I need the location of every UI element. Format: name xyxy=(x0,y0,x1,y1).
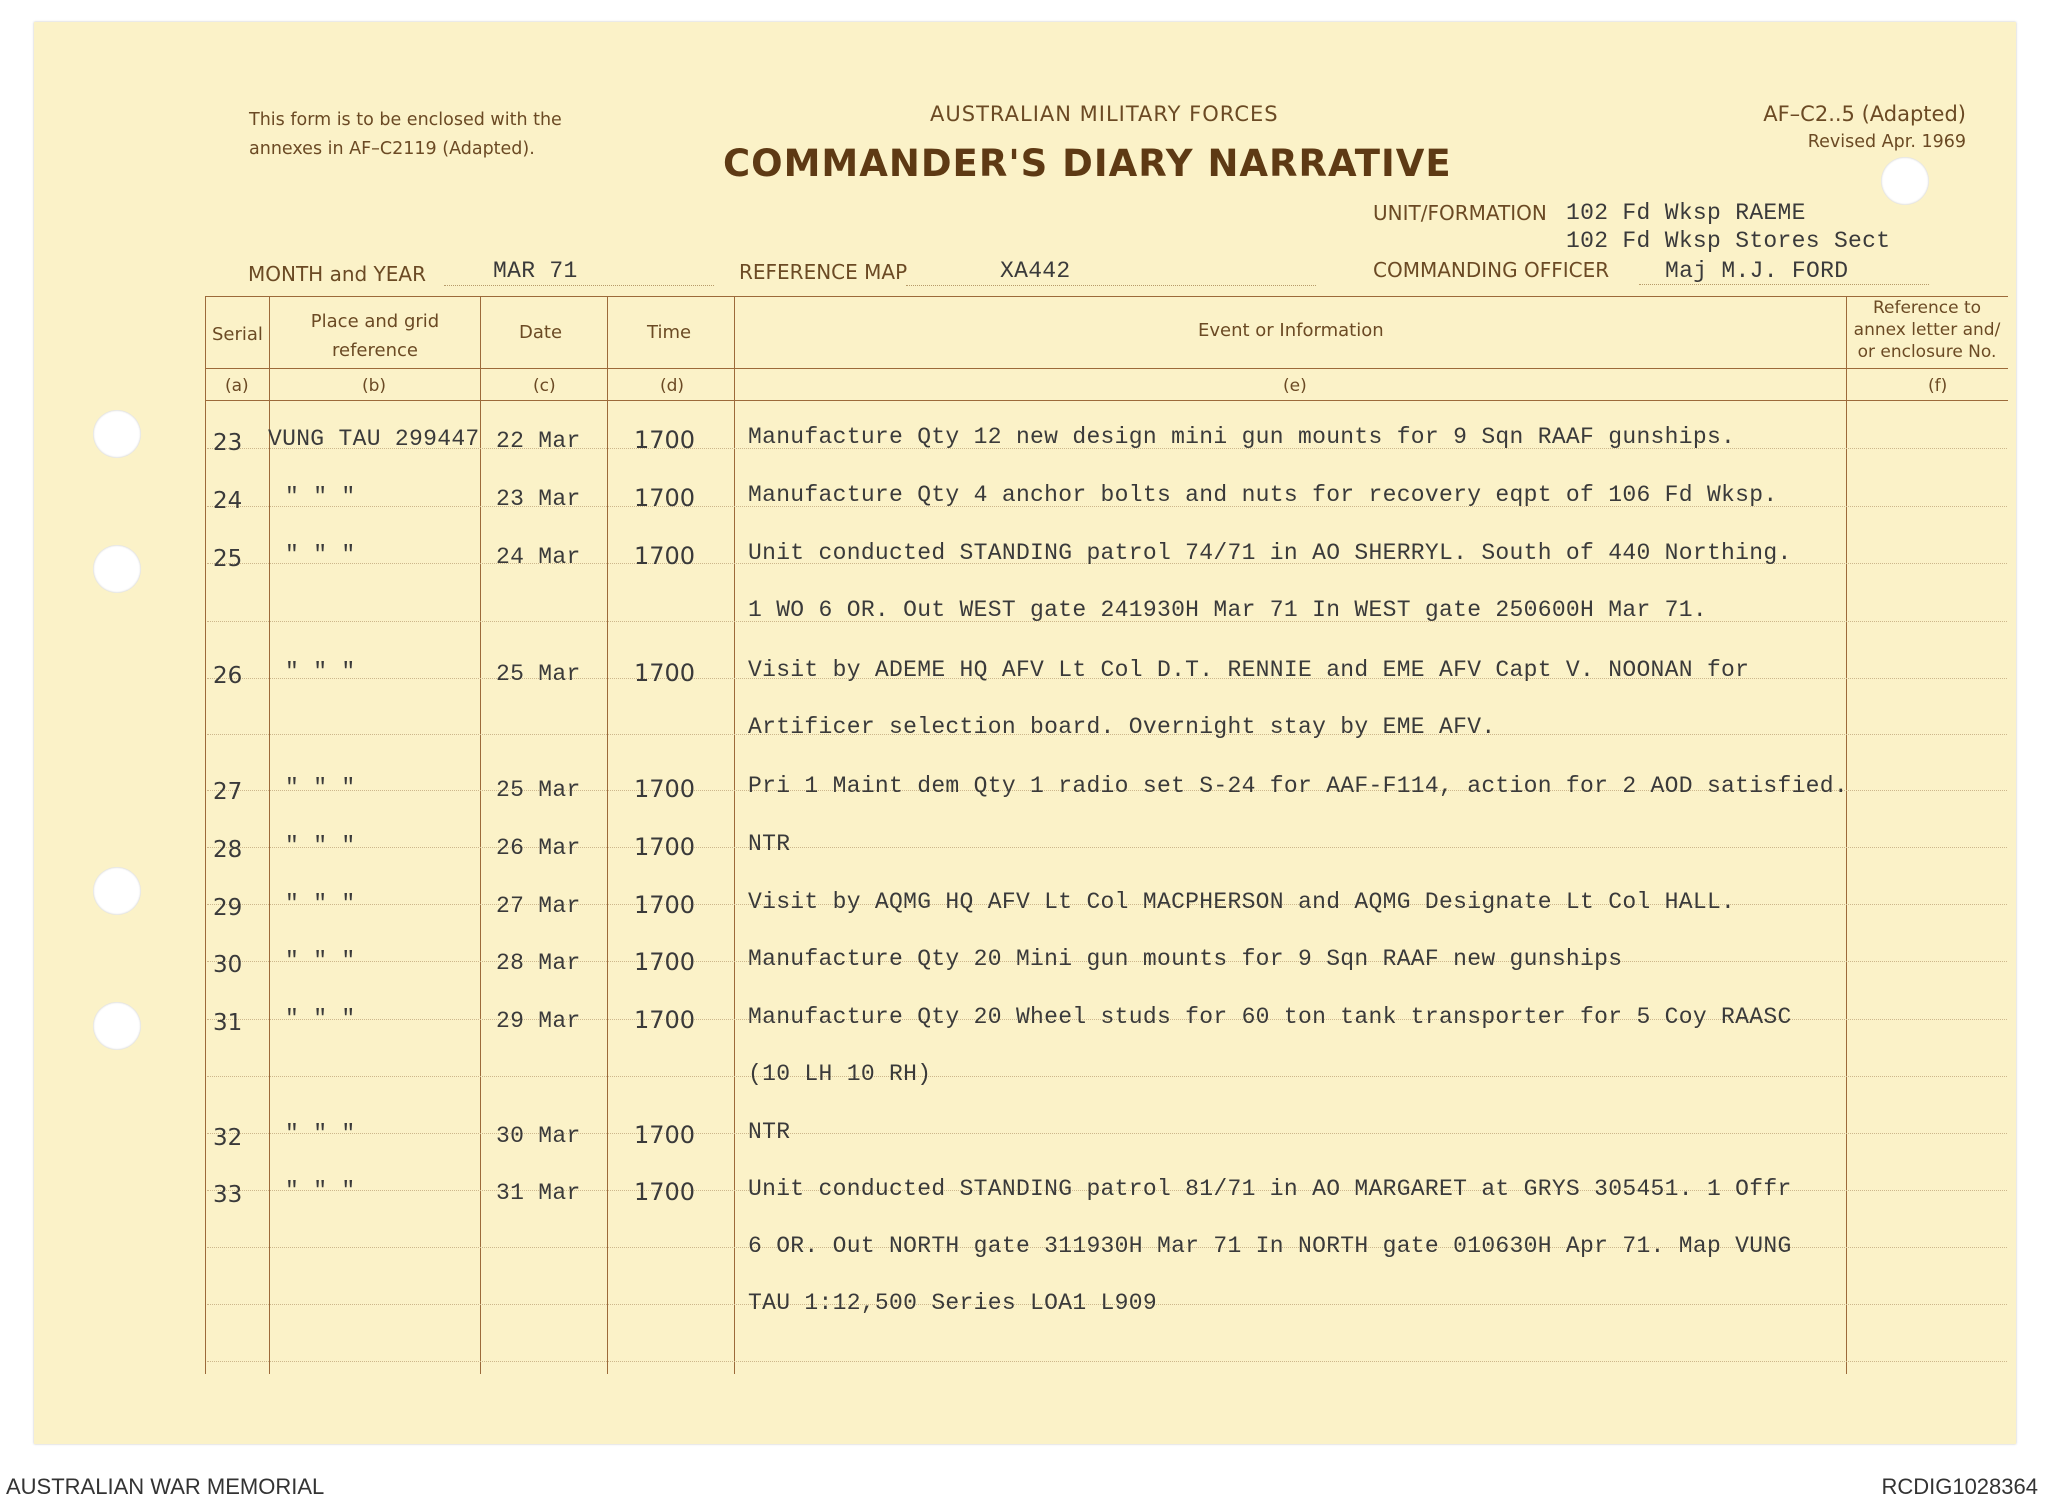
header-ref-line: Reference to xyxy=(1872,298,1982,318)
header-ref xyxy=(1852,297,2002,363)
event-line: Unit conducted STANDING patrol 74/71 in AO SHERRYL. South of 440 Northing. xyxy=(748,540,1792,566)
subheader: (e) xyxy=(1283,376,1307,396)
row-rule xyxy=(207,1076,2007,1077)
header-ref-line: annex letter and/ xyxy=(1853,320,2001,340)
header-place xyxy=(280,307,470,365)
event-line: Manufacture Qty 4 anchor bolts and nuts for recovery eqpt of 106 Fd Wksp. xyxy=(748,482,1778,508)
header-time: Time xyxy=(647,322,692,343)
date-cell: 26 Mar xyxy=(496,835,581,861)
place-cell: " " " xyxy=(285,1121,356,1147)
event-line: Unit conducted STANDING patrol 81/71 in AO MARGARET at GRYS 305451. 1 Offr xyxy=(748,1176,1792,1202)
date-cell: 28 Mar xyxy=(496,950,581,976)
revised-date: Revised Apr. 1969 xyxy=(1807,132,1966,152)
form-code: AF–C2..5 (Adapted) xyxy=(1763,102,1966,126)
month-value: MAR 71 xyxy=(493,258,578,284)
time-cell: 1700 xyxy=(634,833,696,861)
time-cell: 1700 xyxy=(634,948,696,976)
time-cell: 1700 xyxy=(634,1178,696,1206)
event-line: Manufacture Qty 20 Wheel studs for 60 ton tank transporter for 5 Coy RAASC xyxy=(748,1004,1792,1030)
date-cell: 22 Mar xyxy=(496,428,581,454)
time-cell: 1700 xyxy=(634,542,696,570)
date-cell: 25 Mar xyxy=(496,777,581,803)
serial-cell: 32 xyxy=(213,1125,243,1151)
time-cell: 1700 xyxy=(634,426,696,454)
row-rule xyxy=(207,847,2007,848)
event-line: Manufacture Qty 20 Mini gun mounts for 9 Sqn RAAF new gunships xyxy=(748,946,1623,972)
time-cell: 1700 xyxy=(634,1121,696,1149)
place-cell: " " " xyxy=(285,484,356,510)
place-cell: " " " xyxy=(285,833,356,859)
header-serial: Serial xyxy=(212,324,263,345)
header-place-line: Place and grid xyxy=(310,311,440,332)
date-cell: 27 Mar xyxy=(496,893,581,919)
map-label: REFERENCE MAP xyxy=(739,260,908,284)
column-line xyxy=(607,296,608,1374)
column-line xyxy=(205,296,206,1374)
co-value: Maj M.J. FORD xyxy=(1665,258,1849,284)
event-line: Visit by AQMG HQ AFV Lt Col MACPHERSON and AQMG Designate Lt Col HALL. xyxy=(748,889,1736,915)
event-line: TAU 1:12,500 Series LOA1 L909 xyxy=(748,1290,1157,1316)
subheader-bottom-border xyxy=(205,400,2008,401)
event-line: 1 WO 6 OR. Out WEST gate 241930H Mar 71 In WEST gate 250600H Mar 71. xyxy=(748,597,1707,623)
event-line: NTR xyxy=(748,831,791,857)
serial-cell: 23 xyxy=(213,430,243,456)
serial-cell: 33 xyxy=(213,1182,243,1208)
unit-label: UNIT/FORMATION xyxy=(1373,201,1547,225)
unit-value-2: 102 Fd Wksp Stores Sect xyxy=(1566,228,1891,254)
table-top-border xyxy=(205,296,2008,297)
header-ref-line: or enclosure No. xyxy=(1857,342,1997,362)
enclosure-note-line: This form is to be enclosed with the xyxy=(249,110,562,130)
serial-cell: 29 xyxy=(213,895,243,921)
place-cell: " " " xyxy=(285,948,356,974)
subheader: (b) xyxy=(362,376,387,396)
time-cell: 1700 xyxy=(634,775,696,803)
place-cell: VUNG TAU 299447 xyxy=(268,426,480,452)
serial-cell: 28 xyxy=(213,837,243,863)
date-cell: 25 Mar xyxy=(496,661,581,687)
event-line: Artificer selection board. Overnight stay by EME AFV. xyxy=(748,714,1496,740)
event-line: 6 OR. Out NORTH gate 311930H Mar 71 In NORTH gate 010630H Apr 71. Map VUNG xyxy=(748,1233,1792,1259)
org-name: AUSTRALIAN MILITARY FORCES xyxy=(930,102,1279,126)
subheader: (f) xyxy=(1928,376,1948,396)
time-cell: 1700 xyxy=(634,891,696,919)
serial-cell: 24 xyxy=(213,488,243,514)
serial-cell: 30 xyxy=(213,952,243,978)
header-event: Event or Information xyxy=(1198,320,1384,341)
unit-value: 102 Fd Wksp RAEME xyxy=(1566,200,1806,226)
place-cell: " " " xyxy=(285,1178,356,1204)
date-cell: 30 Mar xyxy=(496,1123,581,1149)
subheader: (a) xyxy=(225,376,249,396)
place-cell: " " " xyxy=(285,659,356,685)
place-cell: " " " xyxy=(285,1006,356,1032)
serial-cell: 26 xyxy=(213,663,243,689)
serial-cell: 31 xyxy=(213,1010,243,1036)
map-value: XA442 xyxy=(1000,258,1071,284)
event-line: Pri 1 Maint dem Qty 1 radio set S-24 for AAF-F114, action for 2 AOD satisfied. xyxy=(748,773,1848,799)
event-line: (10 LH 10 RH) xyxy=(748,1061,932,1087)
month-label: MONTH and YEAR xyxy=(248,262,426,286)
enclosure-note-line: annexes in AF–C2119 (Adapted). xyxy=(249,139,535,159)
time-cell: 1700 xyxy=(634,659,696,687)
header-date: Date xyxy=(519,322,563,343)
column-line xyxy=(269,296,270,1374)
subheader: (c) xyxy=(533,376,556,396)
event-line: Visit by ADEME HQ AFV Lt Col D.T. RENNIE and EME AFV Capt V. NOONAN for xyxy=(748,657,1750,683)
event-line: Manufacture Qty 12 new design mini gun mounts for 9 Sqn RAAF gunships. xyxy=(748,424,1736,450)
column-line xyxy=(480,296,481,1374)
form-title: COMMANDER'S DIARY NARRATIVE xyxy=(723,142,1452,185)
date-cell: 24 Mar xyxy=(496,544,581,570)
header-place-line: reference xyxy=(332,340,418,361)
date-cell: 29 Mar xyxy=(496,1008,581,1034)
serial-cell: 27 xyxy=(213,779,243,805)
column-line xyxy=(1846,296,1847,1374)
row-rule xyxy=(207,1133,2007,1134)
subheader: (d) xyxy=(660,376,685,396)
date-cell: 31 Mar xyxy=(496,1180,581,1206)
date-cell: 23 Mar xyxy=(496,486,581,512)
footer-left: AUSTRALIAN WAR MEMORIAL xyxy=(6,1474,325,1499)
footer-right: RCDIG1028364 xyxy=(1881,1474,2038,1499)
place-cell: " " " xyxy=(285,891,356,917)
header-bottom-border xyxy=(205,368,2008,369)
time-cell: 1700 xyxy=(634,1006,696,1034)
place-cell: " " " xyxy=(285,542,356,568)
place-cell: " " " xyxy=(285,775,356,801)
serial-cell: 25 xyxy=(213,546,243,572)
row-rule xyxy=(207,1361,2007,1362)
time-cell: 1700 xyxy=(634,484,696,512)
column-line xyxy=(734,296,735,1374)
co-label: COMMANDING OFFICER xyxy=(1373,258,1610,282)
event-line: NTR xyxy=(748,1119,791,1145)
